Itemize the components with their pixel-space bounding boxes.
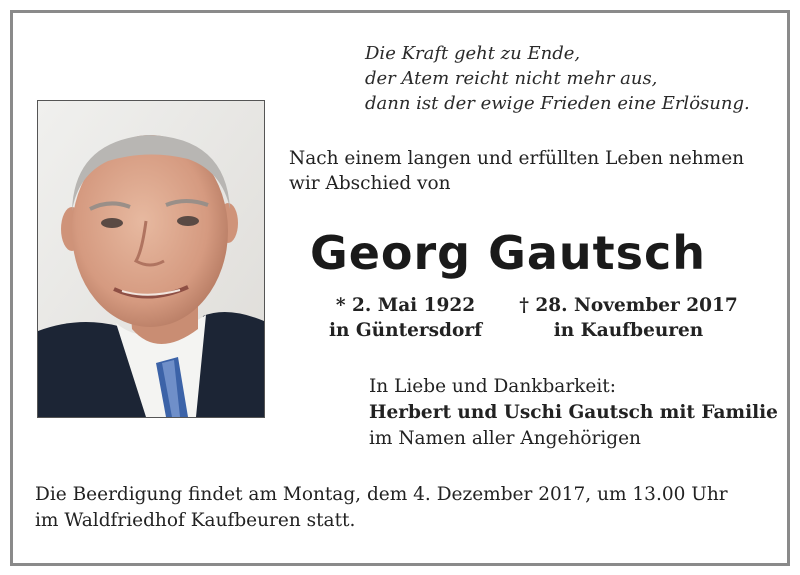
intro-line: wir Abschied von (289, 173, 451, 194)
birth-place: in Güntersdorf (328, 320, 483, 341)
portrait-photo (37, 100, 265, 418)
death-place: in Kaufbeuren (553, 320, 704, 341)
poem (365, 41, 795, 116)
mourners-line: In Liebe und Dankbarkeit: (369, 376, 616, 397)
deceased-name: Georg Gautsch (309, 226, 707, 280)
death-info (510, 293, 747, 343)
funeral-line: im Waldfriedhof Kaufbeuren statt. (35, 510, 356, 531)
funeral-line: Die Beerdigung findet am Montag, dem 4. Dezember 2017, um 13.00 Uhr (35, 484, 728, 505)
mourners-block (369, 374, 789, 452)
poem-line: der Atem reicht nicht mehr aus, (365, 68, 658, 89)
birth-info (308, 293, 503, 343)
obituary-card (10, 10, 790, 566)
intro-text (289, 146, 779, 196)
birth-date: * 2. Mai 1922 (335, 295, 476, 316)
death-date: † 28. November 2017 (519, 295, 738, 316)
poem-line: Die Kraft geht zu Ende, (365, 43, 581, 64)
poem-line: dann ist der ewige Frieden eine Erlösung. (365, 93, 750, 114)
mourners-line: im Namen aller Angehörigen (369, 428, 641, 449)
funeral-notice (35, 482, 795, 534)
family-names: Herbert und Uschi Gautsch mit Familie (369, 402, 778, 423)
intro-line: Nach einem langen und erfüllten Leben nehmen (289, 148, 745, 169)
